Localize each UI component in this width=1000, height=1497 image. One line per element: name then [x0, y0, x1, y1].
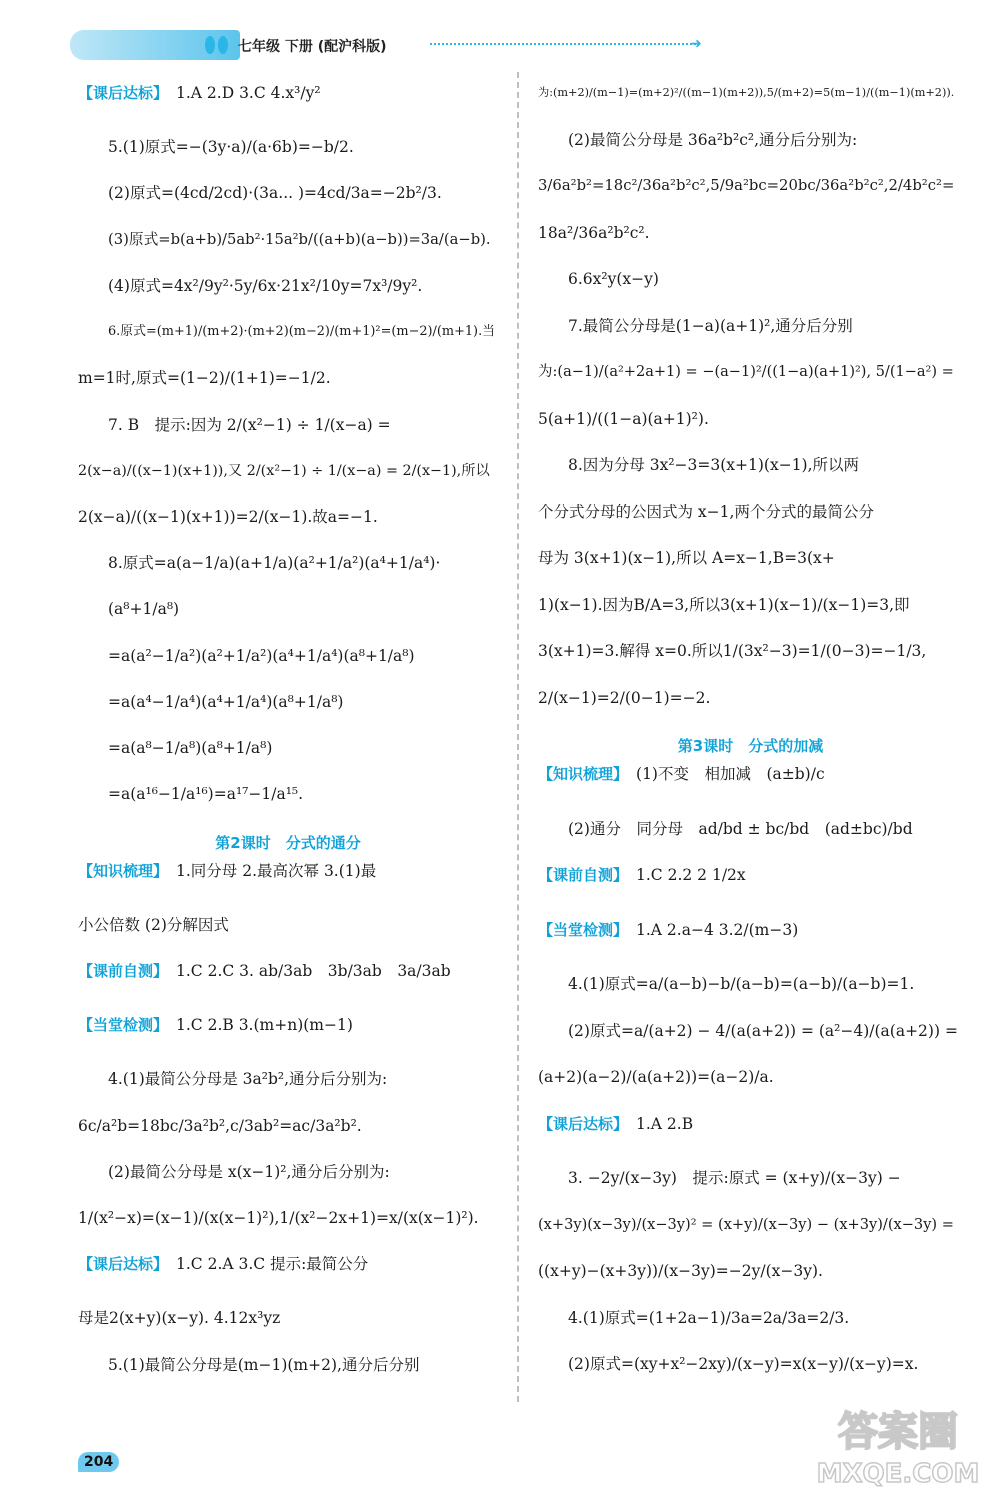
answer-line: [78, 134, 498, 160]
answer-text: (2)原式=(xy+x²−2xy)/(x−y)=x(x−y)/(x−y)=x.: [568, 1355, 919, 1374]
answer-text: 3/6a²b²=18c²/36a²b²c²,5/9a²bc=20bc/36a²b²c²,2/4b²c²=: [538, 177, 955, 195]
answer-line: [538, 917, 963, 943]
answer-line: [538, 499, 963, 525]
answer-line: [78, 912, 498, 938]
answer-text: 1.C 2.2 2 1/2x: [636, 866, 746, 885]
answer-line: [538, 266, 963, 292]
answer-line: [538, 80, 963, 106]
answer-line: [538, 220, 963, 246]
answer-text: 3(x+1)=3.解得 x=0.所以1/(3x²−3)=1/(0−3)=−1/3,: [538, 642, 927, 661]
section-tag: 【当堂检测】: [538, 920, 629, 939]
answer-line: [78, 365, 498, 391]
answer-line: [78, 273, 498, 299]
section-tag: 【课前自测】: [78, 961, 169, 980]
answer-line: [538, 1165, 963, 1191]
answer-line: [538, 1111, 963, 1137]
answer-text: 1)(x−1).因为B/A=3,所以3(x+1)(x−1)/(x−1)=3,即: [538, 595, 910, 614]
answer-line: [538, 592, 963, 618]
watermark-logo: [798, 1400, 998, 1490]
answer-text: (3)原式=b(a+b)/5ab²·15a²b/((a+b)(a−b))=3a/(a−b).: [108, 230, 491, 248]
answer-line: [538, 173, 963, 199]
header-title: 七年级 下册 (配沪科版): [238, 39, 387, 55]
answer-line: [538, 1258, 963, 1284]
header-dots-icon: [205, 36, 231, 58]
answer-text: ((x+y)−(x+3y))/(x−3y)=−2y/(x−3y).: [538, 1262, 823, 1281]
answer-line: [78, 735, 498, 761]
answer-text: 4.(1)原式=(1+2a−1)/3a=2a/3a=2/3.: [568, 1308, 850, 1327]
answer-text: 1.C 2.C 3. ab/3ab 3b/3ab 3a/3ab: [176, 961, 451, 980]
answer-text: 5.(1)原式=−(3y·a)/(a·6b)=−b/2.: [108, 138, 354, 157]
answer-text: (2)通分 同分母 ad/bd ± bc/bd (ad±bc)/bd: [568, 819, 913, 838]
right-column: [538, 80, 963, 1398]
answer-text: 为:(m+2)/(m−1)=(m+2)²/((m−1)(m+2)),5/(m+2)=5(m−1)/((m−1)(m+2)).: [538, 86, 955, 99]
answer-text: 1/(x²−x)=(x−1)/(x(x−1)²),1/(x²−2x+1)=x/(x(x−1)²).: [78, 1209, 479, 1228]
answer-text: 小公倍数 (2)分解因式: [78, 915, 229, 934]
answer-text: 个分式分母的公因式为 x−1,两个分式的最简公分: [538, 502, 874, 521]
answer-line: [78, 643, 498, 669]
answer-text: 1.C 2.A 3.C 提示:最简公分: [176, 1255, 369, 1274]
watermark-text: MXQE.COM: [816, 1459, 980, 1489]
answer-line: [78, 1205, 498, 1231]
answer-line: [78, 458, 498, 484]
answer-text: =a(a²−1/a²)(a²+1/a²)(a⁴+1/a⁴)(a⁸+1/a⁸): [108, 646, 415, 665]
answer-line: [538, 406, 963, 432]
answer-line: [538, 313, 963, 339]
answer-line: [538, 816, 963, 842]
answer-line: [538, 685, 963, 711]
answer-text: 2/(x−1)=2/(0−1)=−2.: [538, 688, 711, 707]
answer-line: [538, 761, 963, 787]
answer-text: 7. B 提示:因为 2/(x²−1) ÷ 1/(x−a) =: [108, 415, 391, 434]
answer-text: (2)最简公分母是 36a²b²c²,通分后分别为:: [568, 130, 858, 149]
answer-text: (2)原式=a/(a+2) − 4/(a(a+2)) = (a²−4)/(a(a+2)) =: [568, 1021, 958, 1040]
answer-text: (a+2)(a−2)/(a(a+2))=(a−2)/a.: [538, 1068, 774, 1087]
section-tag: 【课前自测】: [538, 866, 629, 885]
answer-line: [78, 1159, 498, 1185]
section-title: 第3课时 分式的加减: [677, 737, 824, 756]
answer-line: [538, 1018, 963, 1044]
answer-text: 母是2(x+y)(x−y). 4.12x³yz: [78, 1309, 281, 1328]
answer-line: [78, 412, 498, 438]
answer-line: [538, 1212, 963, 1238]
answer-line: [538, 1351, 963, 1377]
answer-line: [78, 1066, 498, 1092]
left-column: [78, 80, 498, 1398]
answer-text: 4.(1)最简公分母是 3a²b²,通分后分别为:: [108, 1070, 388, 1089]
answer-text: 8.原式=a(a−1/a)(a+1/a)(a²+1/a²)(a⁴+1/a⁴)·: [108, 554, 441, 573]
section-tag: 【知识梳理】: [538, 765, 629, 784]
answer-line: [538, 638, 963, 664]
answer-line: [538, 1064, 963, 1090]
section-tag: 【课后达标】: [78, 1255, 169, 1274]
section-title: 第2课时 分式的通分: [215, 833, 361, 852]
answer-line: [78, 1251, 498, 1277]
answer-line: [78, 781, 498, 807]
answer-line: [78, 858, 498, 884]
answer-line: [78, 550, 498, 576]
answer-line: [538, 127, 963, 153]
answer-text: =a(a¹⁶−1/a¹⁶)=a¹⁷−1/a¹⁵.: [108, 785, 304, 804]
answer-line: [78, 180, 498, 206]
answer-line: [538, 862, 963, 888]
answer-line: [78, 1012, 498, 1038]
answer-text: (2)最简公分母是 x(x−1)²,通分后分别为:: [108, 1162, 390, 1181]
answer-line: [538, 359, 963, 385]
answer-line: [78, 504, 498, 530]
answer-text: 3. −2y/(x−3y) 提示:原式 = (x+y)/(x−3y) −: [568, 1169, 901, 1188]
answer-line: [78, 80, 498, 106]
answer-text: 8.因为分母 3x²−3=3(x+1)(x−1),所以两: [568, 456, 860, 475]
answer-line: [538, 1305, 963, 1331]
answer-text: 18a²/36a²b²c².: [538, 223, 650, 242]
answer-text: 6.原式=(m+1)/(m+2)·(m+2)(m−2)/(m+1)²=(m−2)/(m+1).当: [108, 324, 496, 340]
answer-line: [78, 1305, 498, 1331]
answer-text: 4.(1)原式=a/(a−b)−b/(a−b)=(a−b)/(a−b)=1.: [568, 975, 915, 994]
arrow-right-icon: ➜: [690, 36, 702, 52]
answer-line: [78, 596, 498, 622]
answer-text: 1.A 2.D 3.C 4.x³/y²: [176, 84, 321, 102]
answer-text: 7.最简公分母是(1−a)(a+1)²,通分后分别: [568, 316, 853, 335]
answer-line: [538, 971, 963, 997]
answer-line: [78, 958, 498, 984]
answer-line: [78, 319, 498, 345]
answer-text: 为:(a−1)/(a²+2a+1) = −(a−1)²/((1−a)(a+1)²), 5/(1−a²) =: [538, 364, 954, 381]
svg-text:答案圈: 答案圈: [838, 1409, 958, 1455]
section-tag: 【知识梳理】: [78, 861, 169, 880]
answer-text: 1.C 2.B 3.(m+n)(m−1): [176, 1016, 353, 1035]
section-tag: 【课后达标】: [538, 1114, 629, 1133]
answer-line: [538, 545, 963, 571]
answer-text: 6.6x²y(x−y): [568, 270, 659, 289]
answer-line: [78, 689, 498, 715]
answer-text: 母为 3(x+1)(x−1),所以 A=x−1,B=3(x+: [538, 549, 835, 568]
answer-text: (x+3y)(x−3y)/(x−3y)² = (x+y)/(x−3y) − (x+3y)/(x−3y) =: [538, 1215, 954, 1233]
answer-text: 2(x−a)/((x−1)(x+1))=2/(x−1).故a=−1.: [78, 507, 378, 526]
column-divider: [517, 72, 519, 1402]
answer-text: (4)原式=4x²/9y²·5y/6x·21x²/10y=7x³/9y².: [108, 276, 423, 295]
answer-text: =a(a⁸−1/a⁸)(a⁸+1/a⁸): [108, 739, 273, 758]
answer-text: 1.A 2.a−4 3.2/(m−3): [636, 920, 799, 939]
answer-text: 5(a+1)/((1−a)(a+1)²).: [538, 409, 709, 428]
answer-text: (1)不变 相加减 (a±b)/c: [636, 765, 825, 784]
header-dotted-line: [430, 43, 700, 45]
answer-text: (2)原式=(4cd/2cd)·(3a... )=4cd/3a=−2b²/3.: [108, 184, 442, 203]
answer-line: [78, 227, 498, 253]
answer-text: 2(x−a)/((x−1)(x+1)),又 2/(x²−1) ÷ 1/(x−a) = 2/(x−1),所以: [78, 462, 490, 479]
answer-text: 6c/a²b=18bc/3a²b²,c/3ab²=ac/3a²b².: [78, 1116, 362, 1135]
section-tag: 【当堂检测】: [78, 1016, 169, 1035]
answer-text: 1.同分母 2.最高次幂 3.(1)最: [176, 861, 377, 880]
answer-text: m=1时,原式=(1−2)/(1+1)=−1/2.: [78, 369, 331, 388]
answer-line: [538, 452, 963, 478]
answer-line: [78, 1113, 498, 1139]
answer-line: [78, 1352, 498, 1378]
section-tag: 【课后达标】: [78, 84, 169, 102]
answer-text: 5.(1)最简公分母是(m−1)(m+2),通分后分别: [108, 1355, 420, 1374]
answer-text: 1.A 2.B: [636, 1114, 694, 1133]
page-number: 204: [78, 1452, 119, 1472]
answer-text: =a(a⁴−1/a⁴)(a⁴+1/a⁴)(a⁸+1/a⁸): [108, 692, 344, 711]
answer-text: (a⁸+1/a⁸): [108, 600, 180, 619]
